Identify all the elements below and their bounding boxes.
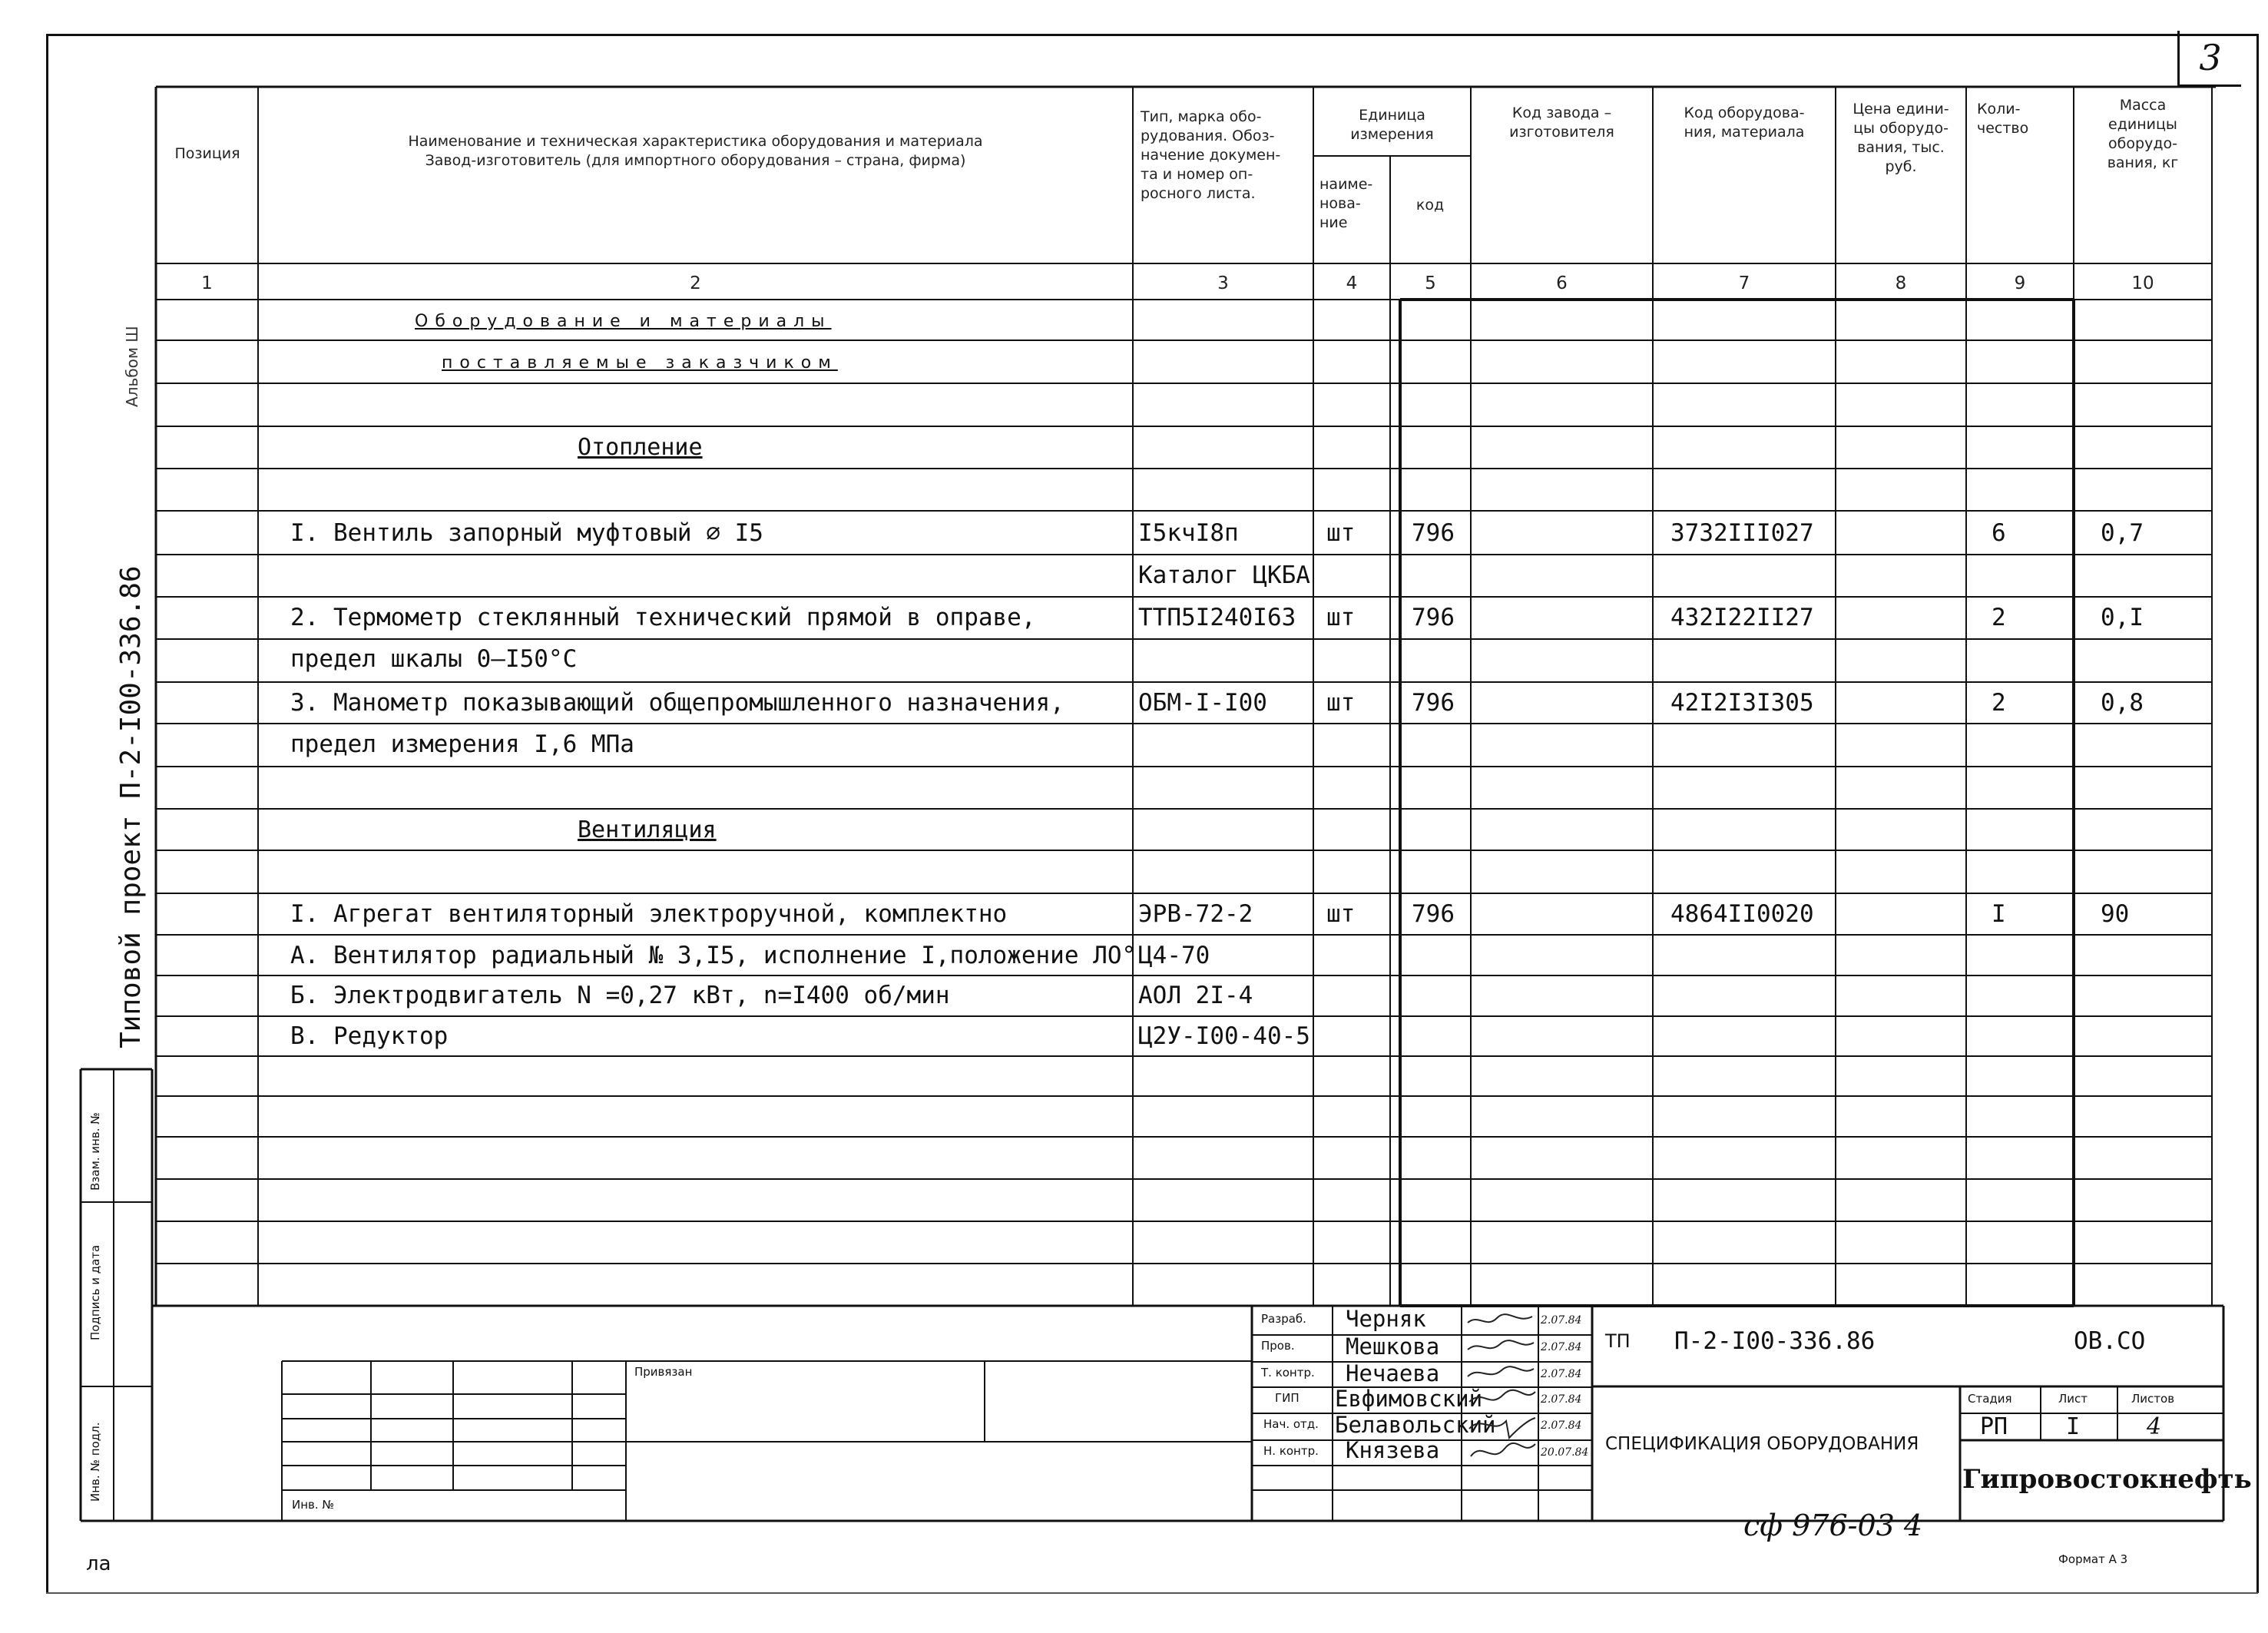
table-row-item-mass: 0,8 <box>2101 689 2144 717</box>
side-label-album: Альбом Ш <box>123 326 141 407</box>
section-ventilation: Вентиляция <box>578 816 717 843</box>
table-row-item-type: Каталог ЦКБА <box>1138 561 1310 589</box>
table-row-item-quantity: 2 <box>1992 689 2006 717</box>
stamp-date-norm-control: 20.07.84 <box>1541 1446 1589 1459</box>
stamp-date-developer: 2.07.84 <box>1541 1314 1582 1327</box>
column-number-8: 8 <box>1895 273 1907 293</box>
sheet-label: Лист <box>2058 1392 2088 1406</box>
table-row-item-type: ТТП5I240I63 <box>1138 604 1296 631</box>
stamp-name-chief-engineer: Евфимовский <box>1335 1386 1483 1412</box>
header-name-line1: Наименование и техническая характеристика оборудования и материала <box>408 133 983 150</box>
header-unit: Единица измерения <box>1350 107 1434 143</box>
handwritten-archive-number: сф 976-03 4 <box>1743 1509 1923 1542</box>
table-row-item-quantity: 6 <box>1992 519 2006 547</box>
header-unit-name: наиме- нова- ние <box>1319 176 1373 231</box>
table-row-item-type: Ц2У-I00-40-5 <box>1138 1022 1310 1050</box>
table-row-item-name: А. Вентилятор радиальный № 3,I5, исполнение I,положение ЛО° <box>290 942 1137 969</box>
stamp-date-dept-head: 2.07.84 <box>1541 1419 1582 1432</box>
privyazan-label: Привязан <box>634 1365 693 1379</box>
side-label-signature-date: Подпись и дата <box>88 1244 102 1340</box>
table-row-item-name: предел измерения I,6 МПа <box>290 730 634 758</box>
column-number-1: 1 <box>201 273 213 293</box>
header-type: Тип, марка обо- рудования. Обоз- начение докумен- та и номер оп- росного листа. <box>1141 108 1281 202</box>
stamp-date-tech-control: 2.07.84 <box>1541 1368 1582 1380</box>
company-name: Гипровостокнефть <box>1962 1464 2252 1495</box>
header-name-line2: Завод-изготовитель (для импортного оборудования – страна, фирма) <box>425 152 966 169</box>
table-row-item-code: 796 <box>1412 689 1455 717</box>
header-mass: Масса единицы оборудо- вания, кг <box>2107 97 2179 171</box>
signatures-graphic <box>1463 1306 1538 1490</box>
table-row-item-unit: шт <box>1326 519 1356 547</box>
section-supplied-line1: Оборудование и материалы <box>415 312 832 331</box>
table-row-item-code: 796 <box>1412 519 1455 547</box>
side-label-vzam-inv: Взам. инв. № <box>88 1112 102 1191</box>
corner-mark: ла <box>86 1552 111 1575</box>
document-title: СПЕЦИФИКАЦИЯ ОБОРУДОВАНИЯ <box>1605 1434 1919 1454</box>
table-row-item-material-code: 3732III027 <box>1670 519 1814 547</box>
header-material-code: Код оборудова- ния, материала <box>1684 104 1805 141</box>
section-heating: Отопление <box>578 434 703 461</box>
column-number-5: 5 <box>1425 273 1436 293</box>
side-label-inv-podl: Инв. № подл. <box>88 1422 102 1502</box>
inv-no-label: Инв. № <box>292 1498 335 1512</box>
table-row-item-type: I5кчI8п <box>1138 519 1239 547</box>
column-number-9: 9 <box>2014 273 2026 293</box>
sheet-value: I <box>2066 1413 2081 1440</box>
stamp-name-tech-control: Нечаева <box>1346 1360 1440 1386</box>
sheets-value: 4 <box>2147 1413 2162 1440</box>
table-row-item-material-code: 432I22II27 <box>1670 604 1814 631</box>
table-row-item-type: ЭРВ-72-2 <box>1138 900 1253 928</box>
table-row-item-unit: шт <box>1326 604 1356 631</box>
doc-prefix: ТП <box>1605 1330 1631 1352</box>
header-price: Цена едини- цы оборудо- вания, тыс. руб. <box>1852 101 1949 175</box>
stamp-name-developer: Черняк <box>1346 1306 1426 1332</box>
stamp-name-norm-control: Князева <box>1346 1437 1440 1463</box>
table-row-item-name: предел шкалы 0–I50°С <box>290 645 578 673</box>
doc-suffix: ОВ.СО <box>2074 1327 2146 1355</box>
side-label-project: Типовой проект П-2-I00-336.86 <box>115 565 147 1048</box>
stamp-role-chief-engineer: ГИП <box>1275 1391 1300 1405</box>
stamp-name-checker: Мешкова <box>1346 1333 1440 1360</box>
column-number-10: 10 <box>2131 273 2154 293</box>
table-row-item-name: В. Редуктор <box>290 1022 449 1050</box>
table-row-item-quantity: I <box>1992 900 2006 928</box>
table-row-item-name: I. Агрегат вентиляторный электроручной, комплектно <box>290 900 1008 928</box>
table-row-item-code: 796 <box>1412 900 1455 928</box>
format-label: Формат А 3 <box>2058 1552 2128 1566</box>
doc-code: П-2-I00-336.86 <box>1674 1327 1876 1355</box>
column-number-4: 4 <box>1346 273 1358 293</box>
page-number: 3 <box>2177 31 2241 87</box>
column-number-2: 2 <box>690 273 701 293</box>
stamp-role-dept-head: Нач. отд. <box>1263 1417 1319 1431</box>
column-number-3: 3 <box>1217 273 1229 293</box>
table-row-item-unit: шт <box>1326 900 1356 928</box>
table-row-item-material-code: 4864II0020 <box>1670 900 1814 928</box>
table-row-item-code: 796 <box>1412 604 1455 631</box>
table-row-item-type: ОБМ-I-I00 <box>1138 689 1267 717</box>
stamp-role-checker: Пров. <box>1261 1339 1295 1353</box>
table-row-item-material-code: 42I2I3I305 <box>1670 689 1814 717</box>
table-row-item-unit: шт <box>1326 689 1356 717</box>
table-row-item-mass: 90 <box>2101 900 2130 928</box>
stamp-role-tech-control: Т. контр. <box>1261 1366 1315 1380</box>
column-number-7: 7 <box>1738 273 1750 293</box>
table-row-item-name: 3. Манометр показывающий общепромышленного назначения, <box>290 689 1064 717</box>
sheets-label: Листов <box>2131 1392 2175 1406</box>
stamp-date-chief-engineer: 2.07.84 <box>1541 1393 1582 1406</box>
stamp-role-norm-control: Н. контр. <box>1263 1444 1319 1458</box>
table-row-item-mass: 0,I <box>2101 604 2144 631</box>
stamp-role-developer: Разраб. <box>1261 1312 1306 1326</box>
header-position: Позиция <box>174 145 240 162</box>
table-row-item-type: АОЛ 2I-4 <box>1138 982 1253 1009</box>
table-row-item-name: I. Вентиль запорный муфтовый ∅ I5 <box>290 519 763 547</box>
stamp-date-checker: 2.07.84 <box>1541 1341 1582 1353</box>
column-number-6: 6 <box>1556 273 1568 293</box>
table-row-item-name: Б. Электродвигатель N =0,27 кВт, n=I400 об/мин <box>290 982 950 1009</box>
header-unit-code: код <box>1415 197 1445 214</box>
table-row-item-mass: 0,7 <box>2101 519 2144 547</box>
stage-label: Стадия <box>1968 1392 2012 1406</box>
stamp-name-dept-head: Белавольский <box>1335 1412 1496 1438</box>
header-quantity: Коли- чество <box>1977 101 2029 137</box>
stage-value: РП <box>1980 1413 2008 1440</box>
table-row-item-name: 2. Термометр стеклянный технический прямой в оправе, <box>290 604 1036 631</box>
section-supplied-line2: поставляемые заказчиком <box>442 353 838 373</box>
table-row-item-type: Ц4-70 <box>1138 942 1210 969</box>
header-factory-code: Код завода – изготовителя <box>1509 104 1614 141</box>
table-row-item-quantity: 2 <box>1992 604 2006 631</box>
